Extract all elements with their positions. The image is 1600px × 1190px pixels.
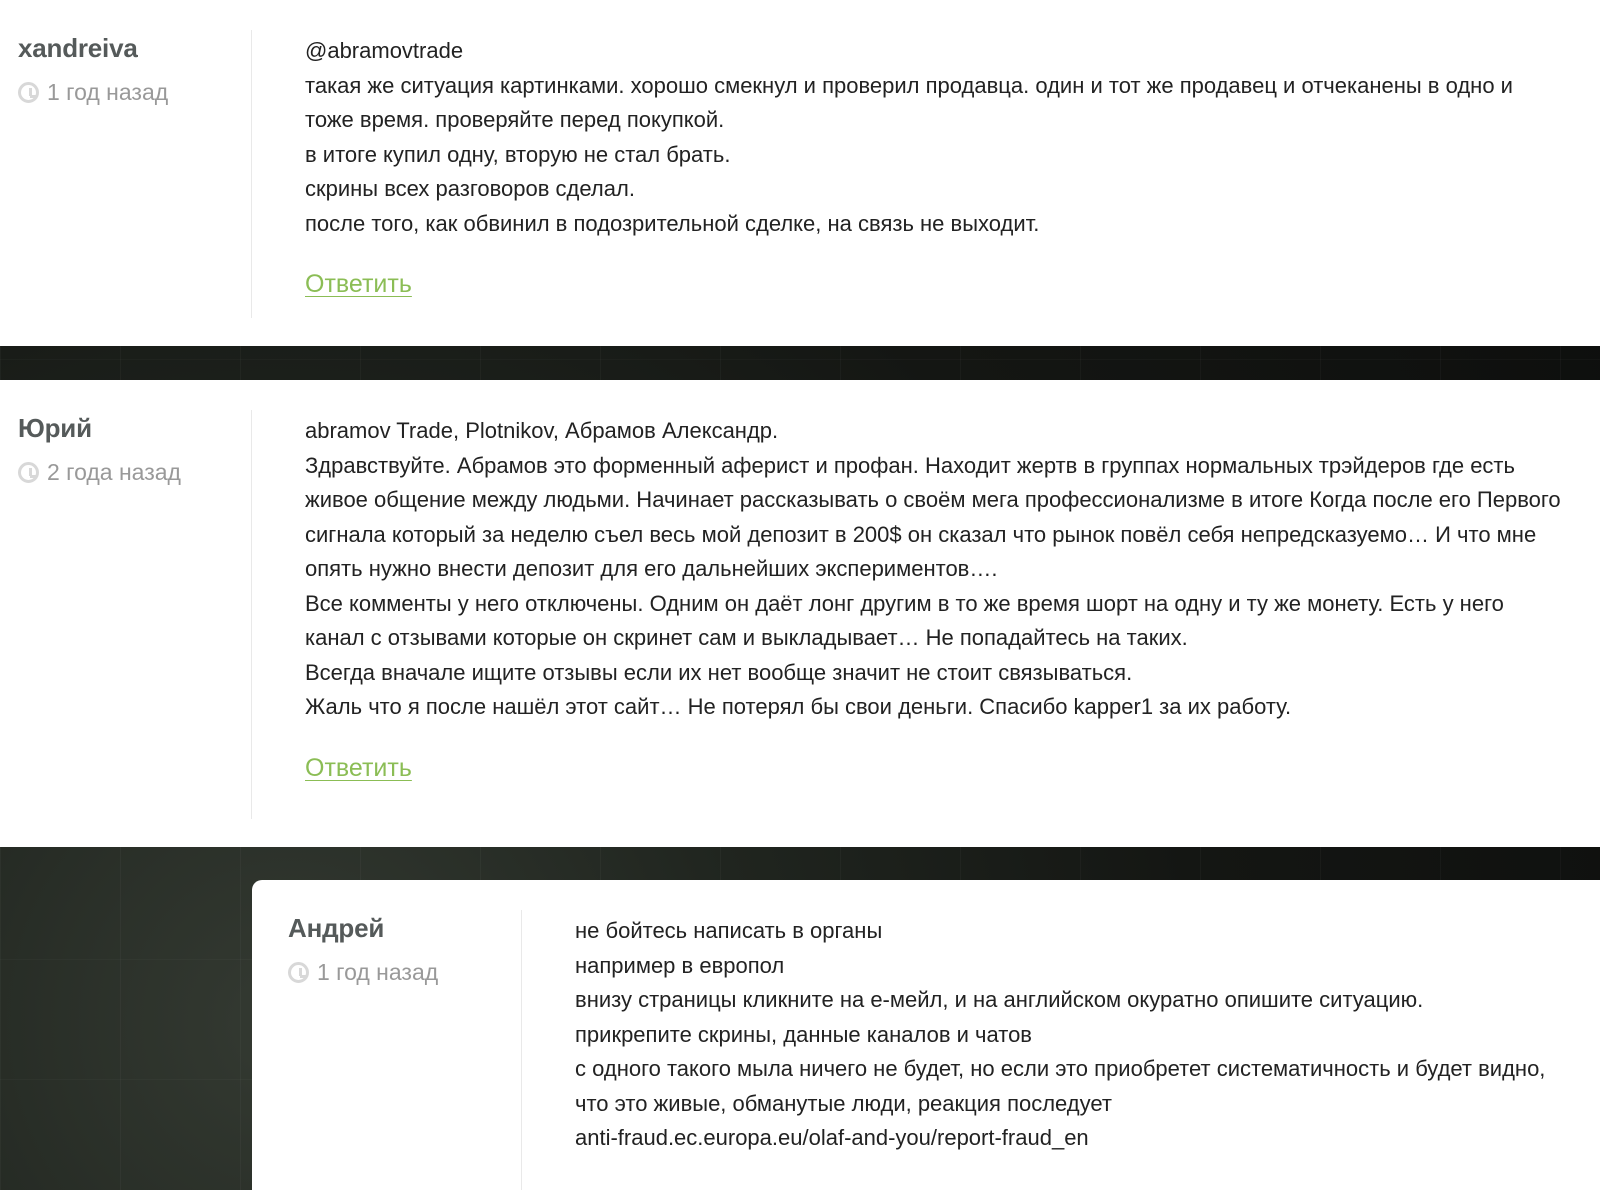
comment-line: не бойтесь написать в органы	[575, 918, 883, 943]
comment-line: Все комменты у него отключены. Одним он даёт лонг другим в то же время шорт на одну и ту же монету. Есть у него канал с отзывами которые он скринет сам и выкладывает… Не попадайтесь на таких.	[305, 590, 1504, 650]
comment-line: скрины всех разговоров сделал.	[305, 176, 635, 201]
comment-line: @abramovtrade	[305, 38, 464, 63]
comment-meta	[18, 30, 252, 318]
comment-card-xandreiva	[0, 0, 1600, 346]
comment-time-text: 1 год назад	[317, 959, 439, 985]
comment-line: после того, как обвинил в подозрительной сделке, на связь не выходит.	[305, 210, 1040, 236]
comment-time	[18, 458, 251, 486]
comment-card-yuriy	[0, 380, 1600, 847]
comment-time	[288, 958, 521, 986]
reply-button[interactable]: Ответить	[305, 753, 412, 782]
comment-line: такая же ситуация картинками. хорошо смекнул и проверил продавца. один и тот же продавец и отчеканены в одно и тоже время. проверяйте перед покупкой.	[305, 72, 1513, 132]
clock-icon	[18, 462, 39, 483]
comment-line: anti-fraud.ec.europa.eu/olaf-and-you/report-fraud_en	[575, 1125, 1089, 1150]
comment-line: Здравствуйте. Абрамов это форменный аферист и профан. Находит жертв в группах нормальных трэйдеров где есть живое общение между людьми. Начинает рассказывать о своём мега профессионализме в итоге Когда после его Первого сигнала который за неделю съел весь мой депозит в 200$ он сказал что рынок повёл себя непредсказуемо… И что мне опять нужно внести депозит для его дальнейших экспериментов….	[305, 452, 1561, 581]
comment-body	[305, 414, 1565, 783]
comment-line: Жаль что я после нашёл этот сайт… Не потерял бы свои деньги. Спасибо kapper1 за их работу.	[305, 694, 1292, 719]
comment-body	[575, 914, 1575, 1156]
comment-line: внизу страницы кликните на е-мейл, и на английском окуратно опишите ситуацию.	[575, 987, 1424, 1012]
comment-time	[18, 78, 251, 106]
comment-author: Андрей	[288, 913, 385, 943]
clock-icon	[18, 82, 39, 103]
comment-author: xandreiva	[18, 33, 138, 63]
comment-line: например в европол	[575, 952, 785, 978]
comment-line: прикрепите скрины, данные каналов и чатов	[575, 1021, 1032, 1047]
comment-meta	[18, 410, 252, 819]
comment-time-text: 1 год назад	[47, 79, 169, 105]
comment-card-andrey	[252, 880, 1600, 1190]
reply-button[interactable]: Ответить	[305, 270, 412, 298]
comment-author: Юрий	[18, 413, 92, 443]
comment-line: abramov Trade, Plotnikov, Абрамов Александр.	[305, 418, 779, 443]
comment-line: в итоге купил одну, вторую не стал брать.	[305, 141, 731, 167]
comment-meta	[288, 910, 522, 1190]
comment-body	[305, 34, 1565, 299]
clock-icon	[288, 962, 309, 983]
comment-line: с одного такого мыла ничего не будет, но если это приобретет систематичность и будет видно, что это живые, обманутые люди, реакция последует	[575, 1056, 1546, 1116]
comment-time-text: 2 года назад	[47, 459, 181, 485]
comment-line: Всегда вначале ищите отзывы если их нет вообще значит не стоит связываться.	[305, 659, 1133, 685]
